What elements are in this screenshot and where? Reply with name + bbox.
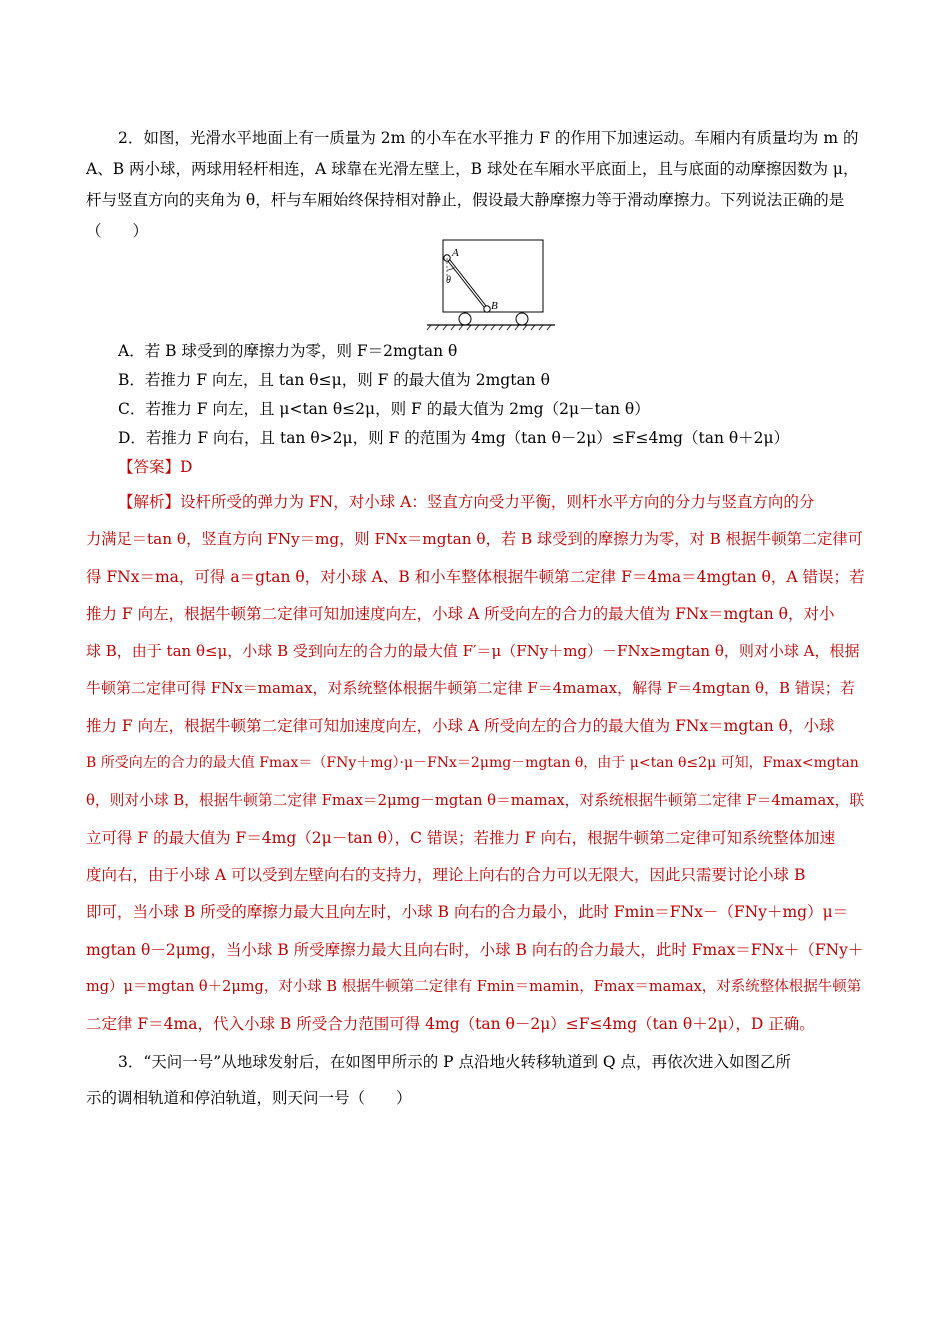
label-a: A (452, 247, 459, 259)
option-c: C．若推力 F 向左，且 μ<tan θ≤2μ，则 F 的最大值为 2mg（2μ－tan θ） (118, 400, 650, 418)
cart-wheel-left (459, 313, 471, 325)
option-b: B．若推力 F 向左，且 tan θ≤μ，则 F 的最大值为 2mgtan θ (118, 371, 550, 389)
analysis-line-4: 推力 F 向左，根据牛顿第二定律可知加速度向左，小球 A 所受向左的合力的最大值为 FNx＝mgtan θ，对小 (86, 604, 835, 623)
analysis-line-7: 推力 F 向左，根据牛顿第二定律可知加速度向左，小球 A 所受向左的合力的最大值为 FNx＝mgtan θ，小球 (86, 716, 835, 735)
cart-wheel-right (516, 313, 528, 325)
label-theta: θ (446, 275, 451, 286)
label-b: B (491, 300, 498, 312)
analysis-line-5: 球 B，由于 tan θ≤μ，小球 B 受到向左的合力的最大值 F′＝μ（FNy＋mg）－FNx≥mgtan θ，则对小球 A，根据 (86, 642, 860, 661)
q2-stem-line-3: 杆与竖直方向的夹角为 θ，杆与车厢始终保持相对静止，假设最大静摩擦力等于滑动摩擦力。下列说法正确的是 (86, 191, 845, 209)
q3-stem-line-2: 示的调相轨道和停泊轨道，则天问一号（ ） (86, 1089, 412, 1107)
ball-b (484, 306, 490, 312)
analysis-line-3: 得 FNx＝ma，可得 a＝gtan θ，对小球 A、B 和小车整体根据牛顿第二定律 F＝4ma＝4mgtan θ，A 错误；若 (86, 567, 865, 586)
analysis-line-14: mg）μ＝mgtan θ＋2μmg，对小球 B 根据牛顿第二定律有 Fmin＝mamin，Fmax＝mamax，对系统整体根据牛顿第 (86, 978, 862, 995)
q3-stem-line-1: 3．“天问一号”从地球发射后，在如图甲所示的 P 点沿地火转移轨道到 Q 点，再依次进入如图乙所 (118, 1053, 792, 1071)
question-3-stem (86, 1044, 864, 1116)
option-a: A．若 B 球受到的摩擦力为零，则 F＝2mgtan θ (118, 342, 458, 360)
analysis-line-15: 二定律 F＝4ma，代入小球 B 所受合力范围可得 4mg（tan θ－2μ）≤F≤4mg（tan θ＋2μ），D 正确。 (86, 1015, 815, 1034)
cart-figure (425, 236, 560, 331)
ground-hatching (427, 325, 551, 330)
option-d: D．若推力 F 向右，且 tan θ>2μ，则 F 的范围为 4mg（tan θ－2μ）≤F≤4mg（tan θ＋2μ） (118, 429, 790, 447)
analysis-line-10: 立可得 F 的最大值为 F＝4mg（2μ－tan θ），C 错误；若推力 F 向右，根据牛顿第二定律可知系统整体加速 (86, 828, 836, 847)
analysis-line-2: 力满足＝tan θ，竖直方向 FNy＝mg，则 FNx＝mgtan θ，若 B 球受到的摩擦力为零，对 B 根据牛顿第二定律可 (86, 530, 863, 549)
q2-stem-line-2: A、B 两小球，两球用轻杆相连，A 球靠在光滑左壁上，B 球处在车厢水平底面上，且与底面的动摩擦因数为 μ， (86, 160, 859, 178)
analysis-line-6: 牛顿第二定律可得 FNx＝mamax，对系统整体根据牛顿第二定律 F＝4mamax，解得 F＝4mgtan θ，B 错误；若 (86, 679, 855, 698)
rod-inner (447, 258, 487, 309)
analysis-block (86, 484, 864, 1043)
analysis-line-11: 度向右，由于小球 A 可以受到左壁向右的支持力，理论上向右的合力可以无限大，因此只需要讨论小球 B (86, 865, 806, 884)
answer-line: 【答案】D (118, 458, 193, 476)
question-2-stem (86, 123, 864, 247)
analysis-line-13: mgtan θ－2μmg，当小球 B 所受摩擦力最大且向右时，小球 B 向右的合力最大，此时 Fmax＝FNx＋（FNy＋ (86, 940, 864, 959)
q2-stem-line-4: （ ） (86, 222, 149, 240)
analysis-line-1: 【解析】设杆所受的弹力为 FN，对小球 A：竖直方向受力平衡，则杆水平方向的分力与竖直方向的分 (118, 493, 815, 511)
analysis-line-12: 即可，当小球 B 所受的摩擦力最大且向左时，小球 B 向右的合力最小，此时 Fmin＝FNx－（FNy＋mg）μ＝ (86, 903, 849, 922)
analysis-line-8: B 所受向左的合力的最大值 Fmax＝（FNy＋mg）·μ－FNx＝2μmg－mgtan θ，由于 μ<tan θ≤2μ 可知，Fmax<mgtan (86, 755, 859, 772)
q2-stem-line-1: 2．如图，光滑水平地面上有一质量为 2m 的小车在水平推力 F 的作用下加速运动。车厢内有质量均为 m 的 (118, 129, 859, 147)
analysis-line-9: θ，则对小球 B，根据牛顿第二定律 Fmax＝2μmg－mgtan θ＝mamax，对系统根据牛顿第二定律 F＝4mamax，联 (86, 792, 865, 810)
